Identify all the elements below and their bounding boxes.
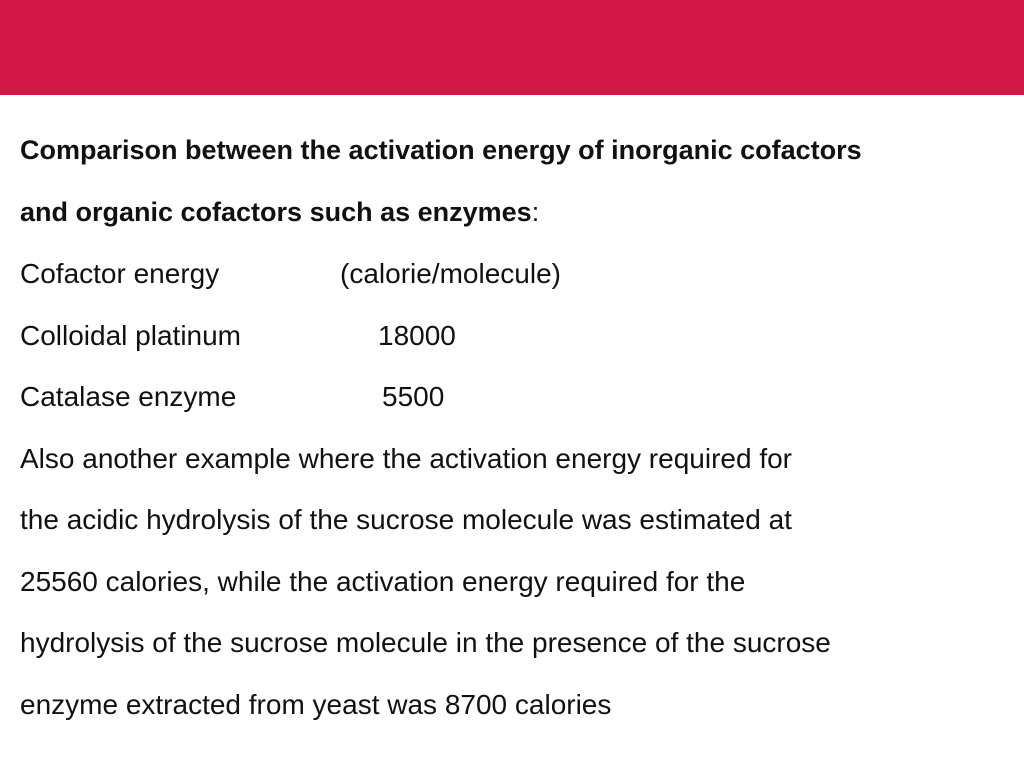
table-row (20, 366, 1000, 428)
slide-content (20, 120, 1000, 735)
table-header-unit: (calorie/molecule) (340, 258, 561, 289)
row-value-colloidal-platinum: 18000 (378, 319, 456, 351)
row-name-colloidal-platinum: Colloidal platinum (20, 319, 242, 351)
table-row (20, 305, 1000, 367)
paragraph-line: the acidic hydrolysis of the sucrose molecule was estimated at (20, 504, 792, 535)
table-header-label: Cofactor energy (20, 258, 220, 289)
paragraph-line: enzyme extracted from yeast was 8700 calories (20, 688, 612, 720)
heading-text-2: and organic cofactors such as enzymes (20, 196, 532, 227)
heading-text-1: Comparison between the activation energy of inorganic cofactors (20, 135, 862, 165)
paragraph-line: 25560 calories, while the activation energy required for the (20, 565, 746, 597)
header-band (0, 0, 1024, 95)
paragraph-line: hydrolysis of the sucrose molecule in the presence of the sucrose (20, 627, 831, 658)
heading-line-1 (20, 120, 1000, 182)
paragraph-line: Also another example where the activation energy required for (20, 442, 792, 474)
table-header-row (20, 243, 1000, 305)
heading-colon: : (531, 196, 540, 227)
heading-line-2 (20, 182, 1000, 244)
row-name-catalase-enzyme: Catalase enzyme (20, 381, 237, 412)
row-value-catalase-enzyme: 5500 (382, 381, 445, 412)
